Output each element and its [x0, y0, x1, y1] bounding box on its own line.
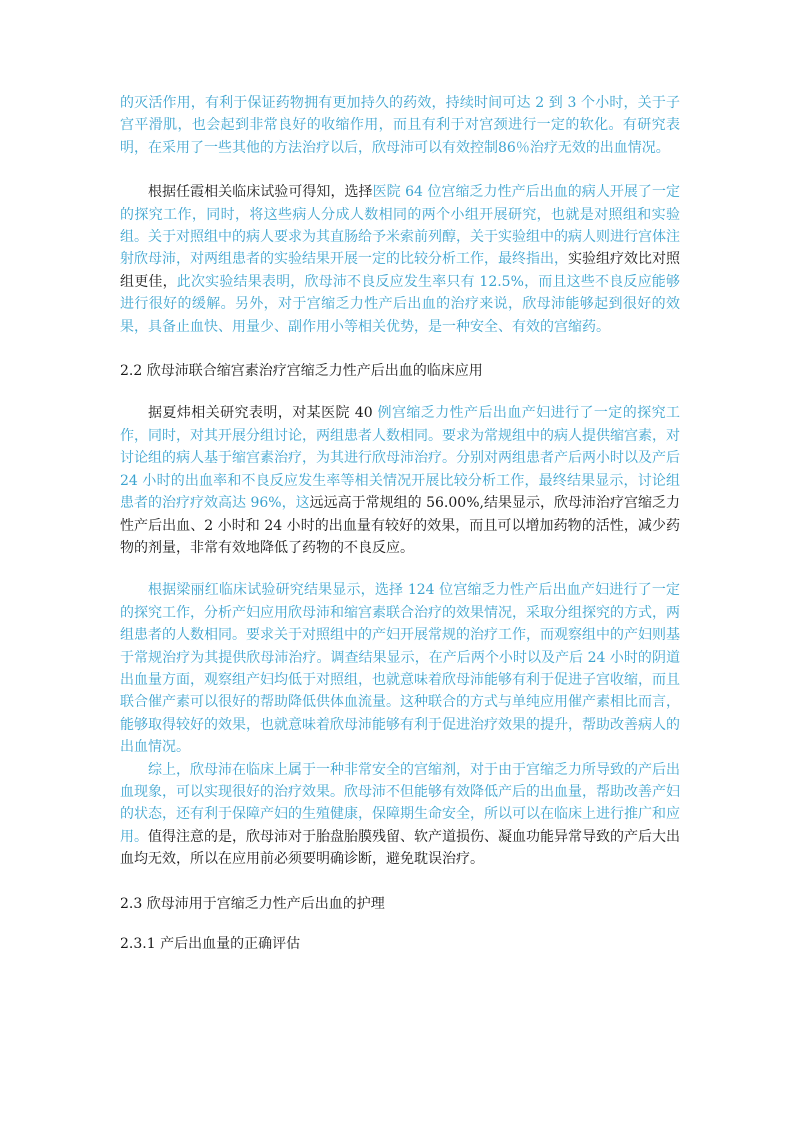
section-heading-2-3: 2.3 欣母沛用于宫缩乏力性产后出血的护理 [120, 895, 385, 912]
paragraph-3-text-b: 例宫缩乏力性产后出血产妇进行了一定的探究工作，同时，对其开展分组讨论，两组患者人数相同。要求为常规组中的病人提供缩宫素，对讨论组的病人基于缩宫素治疗，为其进行欣母沛治疗。分别对两组患者产后两小时以及产后 24 小时的出血率和不良反应发生率等相关情况开展比较分析工作，最终结果显示，讨论组患者的治疗疗效高达 96%，这 [120, 405, 681, 512]
paragraph-2-text-b: 医院 64 位宫缩乏力性产后出血的病人开展了一定的探究工作，同时，将这些病人分成人数相同的两个小组开展研究，也就是对照组和实验组。关于对照组中的病人要求为其直肠给予米索前列醇，关于实验组中的病人则进行宫体注射欣母沛，对两组患者的实验结果开展一定的比较分析工作，最终指出， [120, 184, 681, 268]
paragraph-3 [120, 402, 680, 559]
paragraph-5 [120, 759, 680, 871]
paragraph-2-text-d: 此次实验结果表明，欣母沛不良反应发生率只有 12.5%，而且这些不良反应能够进行很好的缓解。另外，对于宫缩乏力性产后出血的治疗来说，欣母沛能够起到很好的效果，具备止血快、用量少、副作用小等相关优势，是一种安全、有效的宫缩药。 [120, 273, 680, 335]
paragraph-5-text-b: 值得注意的是，欣母沛对于胎盘胎膜残留、软产道损伤、凝血功能异常导致的产后大出血均无效，所以在应用前必须要明确诊断，避免耽误治疗。 [120, 828, 680, 868]
paragraph-4 [120, 579, 680, 758]
paragraph-1 [120, 92, 680, 159]
subsection-heading-2-3-1: 2.3.1 产后出血量的正确评估 [120, 936, 301, 952]
document-page [120, 92, 680, 955]
paragraph-4-text: 根据梁丽红临床试验研究结果显示，选择 124 位宫缩乏力性产后出血产妇进行了一定的探究工作，分析产妇应用欣母沛和缩宫素联合治疗的效果情况，采取分组探究的方式，两组患者的人数相同。要求关于对照组中的产妇开展常规的治疗工作，而观察组中的产妇则基于常规治疗为其提供欣母沛治疗。调查结果显示，在产后两个小时以及产后 24 小时的阴道出血量方面，观察组产妇均低于对照组，也就意味着欣母沛能够有利于促进子宫收缩，而且联合催产素可以很好的帮助降低供体血流量。这种联合的方式与单纯应用催产素相比而言，能够取得较好的效果，也就意味着欣母沛能够有利于促进治疗效果的提升，帮助改善病人的出血情况。 [120, 582, 680, 756]
paragraph-5-text-a: 综上，欣母沛在临床上属于一种非常安全的宫缩剂，对于由于宫缩乏力所导致的产后出血现象，可以实现很好的治疗效果。欣母沛不但能够有效降低产后的出血量，帮助改善产妇的状态，还有利于保障产妇的生殖健康，保障期生命安全，所以可以在临床上进行推广和应用。 [120, 761, 680, 845]
paragraph-3-text-a: 据夏炜相关研究表明，对某医院 40 [148, 405, 378, 422]
paragraph-2-text-c: 实验组疗效比对照组更佳， [120, 251, 680, 290]
paragraph-1-text: 的灭活作用，有利于保证药物拥有更加持久的药效，持续时间可达 2 到 3 个小时，关于子宫平滑肌，也会起到非常良好的收缩作用，而且有利于对宫颈进行一定的软化。有研究表明，在采用了一些其他的方法治疗以后，欣母沛可以有效控制86％治疗无效的出血情况。 [120, 95, 680, 156]
paragraph-3-text-c: 远远高于常规组的 56.00%,结果显示，欣母沛治疗宫缩乏力性产后出血、2 小时和 24 小时的出血量有较好的效果，而且可以增加药物的活性，减少药物的剂量，非常有效地降低了药物的不良反应。 [120, 495, 680, 556]
section-heading-2-2: 2.2 欣母沛联合缩宫素治疗宫缩乏力性产后出血的临床应用 [120, 363, 483, 380]
paragraph-2-text-a: 根据任霞相关临床试验可得知，选择 [148, 184, 373, 201]
paragraph-2 [120, 181, 680, 338]
